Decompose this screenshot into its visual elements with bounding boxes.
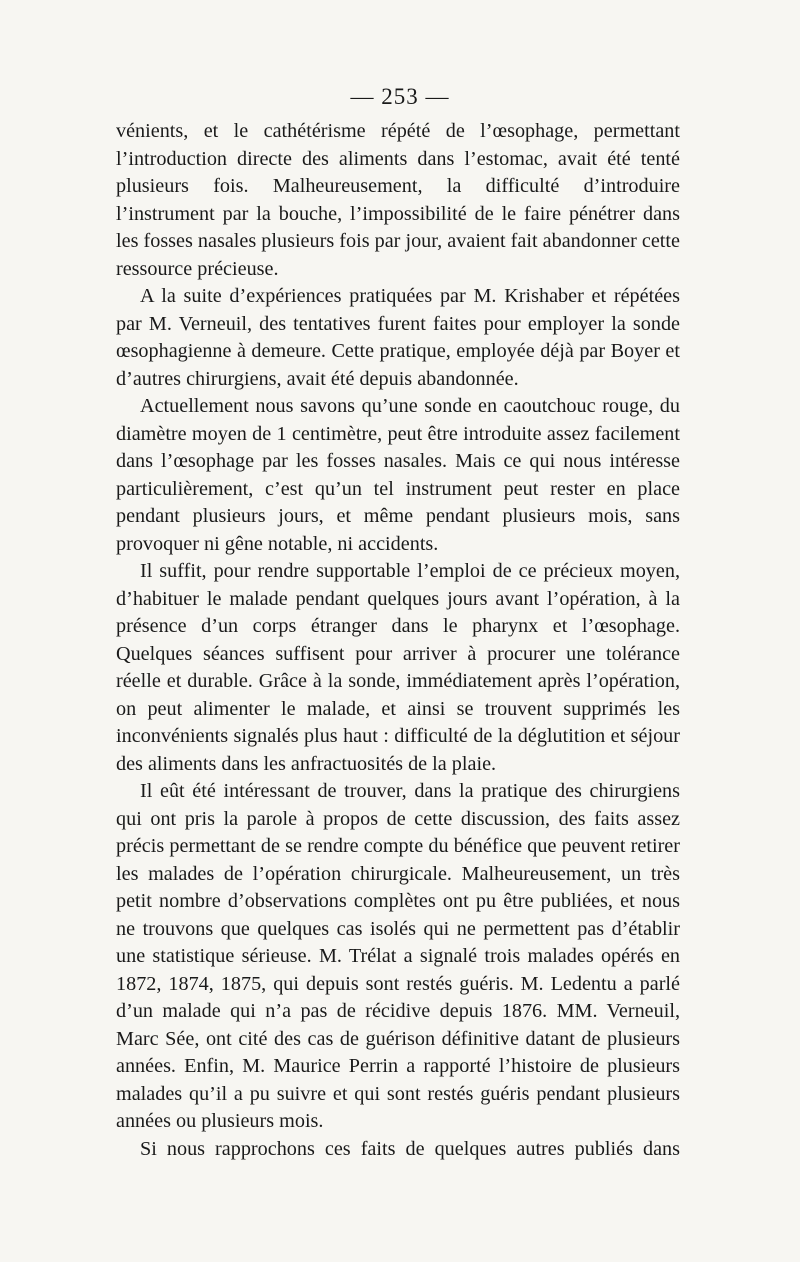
paragraph-4: Il suffit, pour rendre supportable l’emploi de ce précieux moyen, d’habituer le malade pendant quelques jours avant l’opération, à la présence d’un corps étranger dans le pharynx et l’œsophage. Quelques séances suffisent pour arriver à procurer une tolérance réelle et durable. Grâce à la sonde, immédiatement après l’opération, on peut alimenter le malade, et ainsi se trouvent supprimés les inconvénients signalés plus haut : difficulté de la déglutition et séjour des aliments dans les anfractuosités de la plaie.: [116, 560, 680, 775]
body-text: [116, 118, 680, 1163]
page-number: — 253 —: [350, 84, 450, 109]
paragraph-3: Actuellement nous savons qu’une sonde en caoutchouc rouge, du diamètre moyen de 1 centimètre, peut être introduite assez facilement dans l’œsophage par les fosses nasales. Mais ce qui nous intéresse particulièrement, c’est qu’un tel instrument peut rester en place pendant plusieurs jours, et même pendant plusieurs mois, sans provoquer ni gêne notable, ni accidents.: [116, 395, 680, 555]
paragraph-2: A la suite d’expériences pratiquées par M. Krishaber et répétées par M. Verneuil, des tentatives furent faites pour employer la sonde œsophagienne à demeure. Cette pratique, employée déjà par Boyer et d’autres chirurgiens, avait été depuis abandonnée.: [116, 285, 680, 390]
paragraph-1: vénients, et le cathétérisme répété de l’œsophage, permettant l’introduction directe des aliments dans l’estomac, avait été tenté plusieurs fois. Malheureusement, la difficulté d’introduire l’instrument par la bouche, l’impossibilité de le faire pénétrer dans les fosses nasales plusieurs fois par jour, avaient fait abandonner cette ressource précieuse.: [116, 120, 680, 280]
paragraph-5: Il eût été intéressant de trouver, dans la pratique des chirurgiens qui ont pris la parole à propos de cette discussion, des faits assez précis permettant de se rendre compte du bénéfice que peuvent retirer les malades de l’opération chirurgicale. Malheureusement, un très petit nombre d’observations complètes ont pu être publiées, et nous ne trouvons que quelques cas isolés qui ne permettent pas d’établir une statistique sérieuse. M. Trélat a signalé trois malades opérés en 1872, 1874, 1875, qui depuis sont restés guéris. M. Ledentu a parlé d’un malade qui n’a pas de récidive depuis 1876. MM. Verneuil, Marc Sée, ont cité des cas de guérison définitive datant de plusieurs années. Enfin, M. Maurice Perrin a rapporté l’histoire de plusieurs malades qu’il a pu suivre et qui sont restés guéris pendant plusieurs années ou plusieurs mois.: [116, 780, 680, 1132]
paragraph-6: Si nous rapprochons ces faits de quelques autres publiés dans: [140, 1137, 680, 1160]
